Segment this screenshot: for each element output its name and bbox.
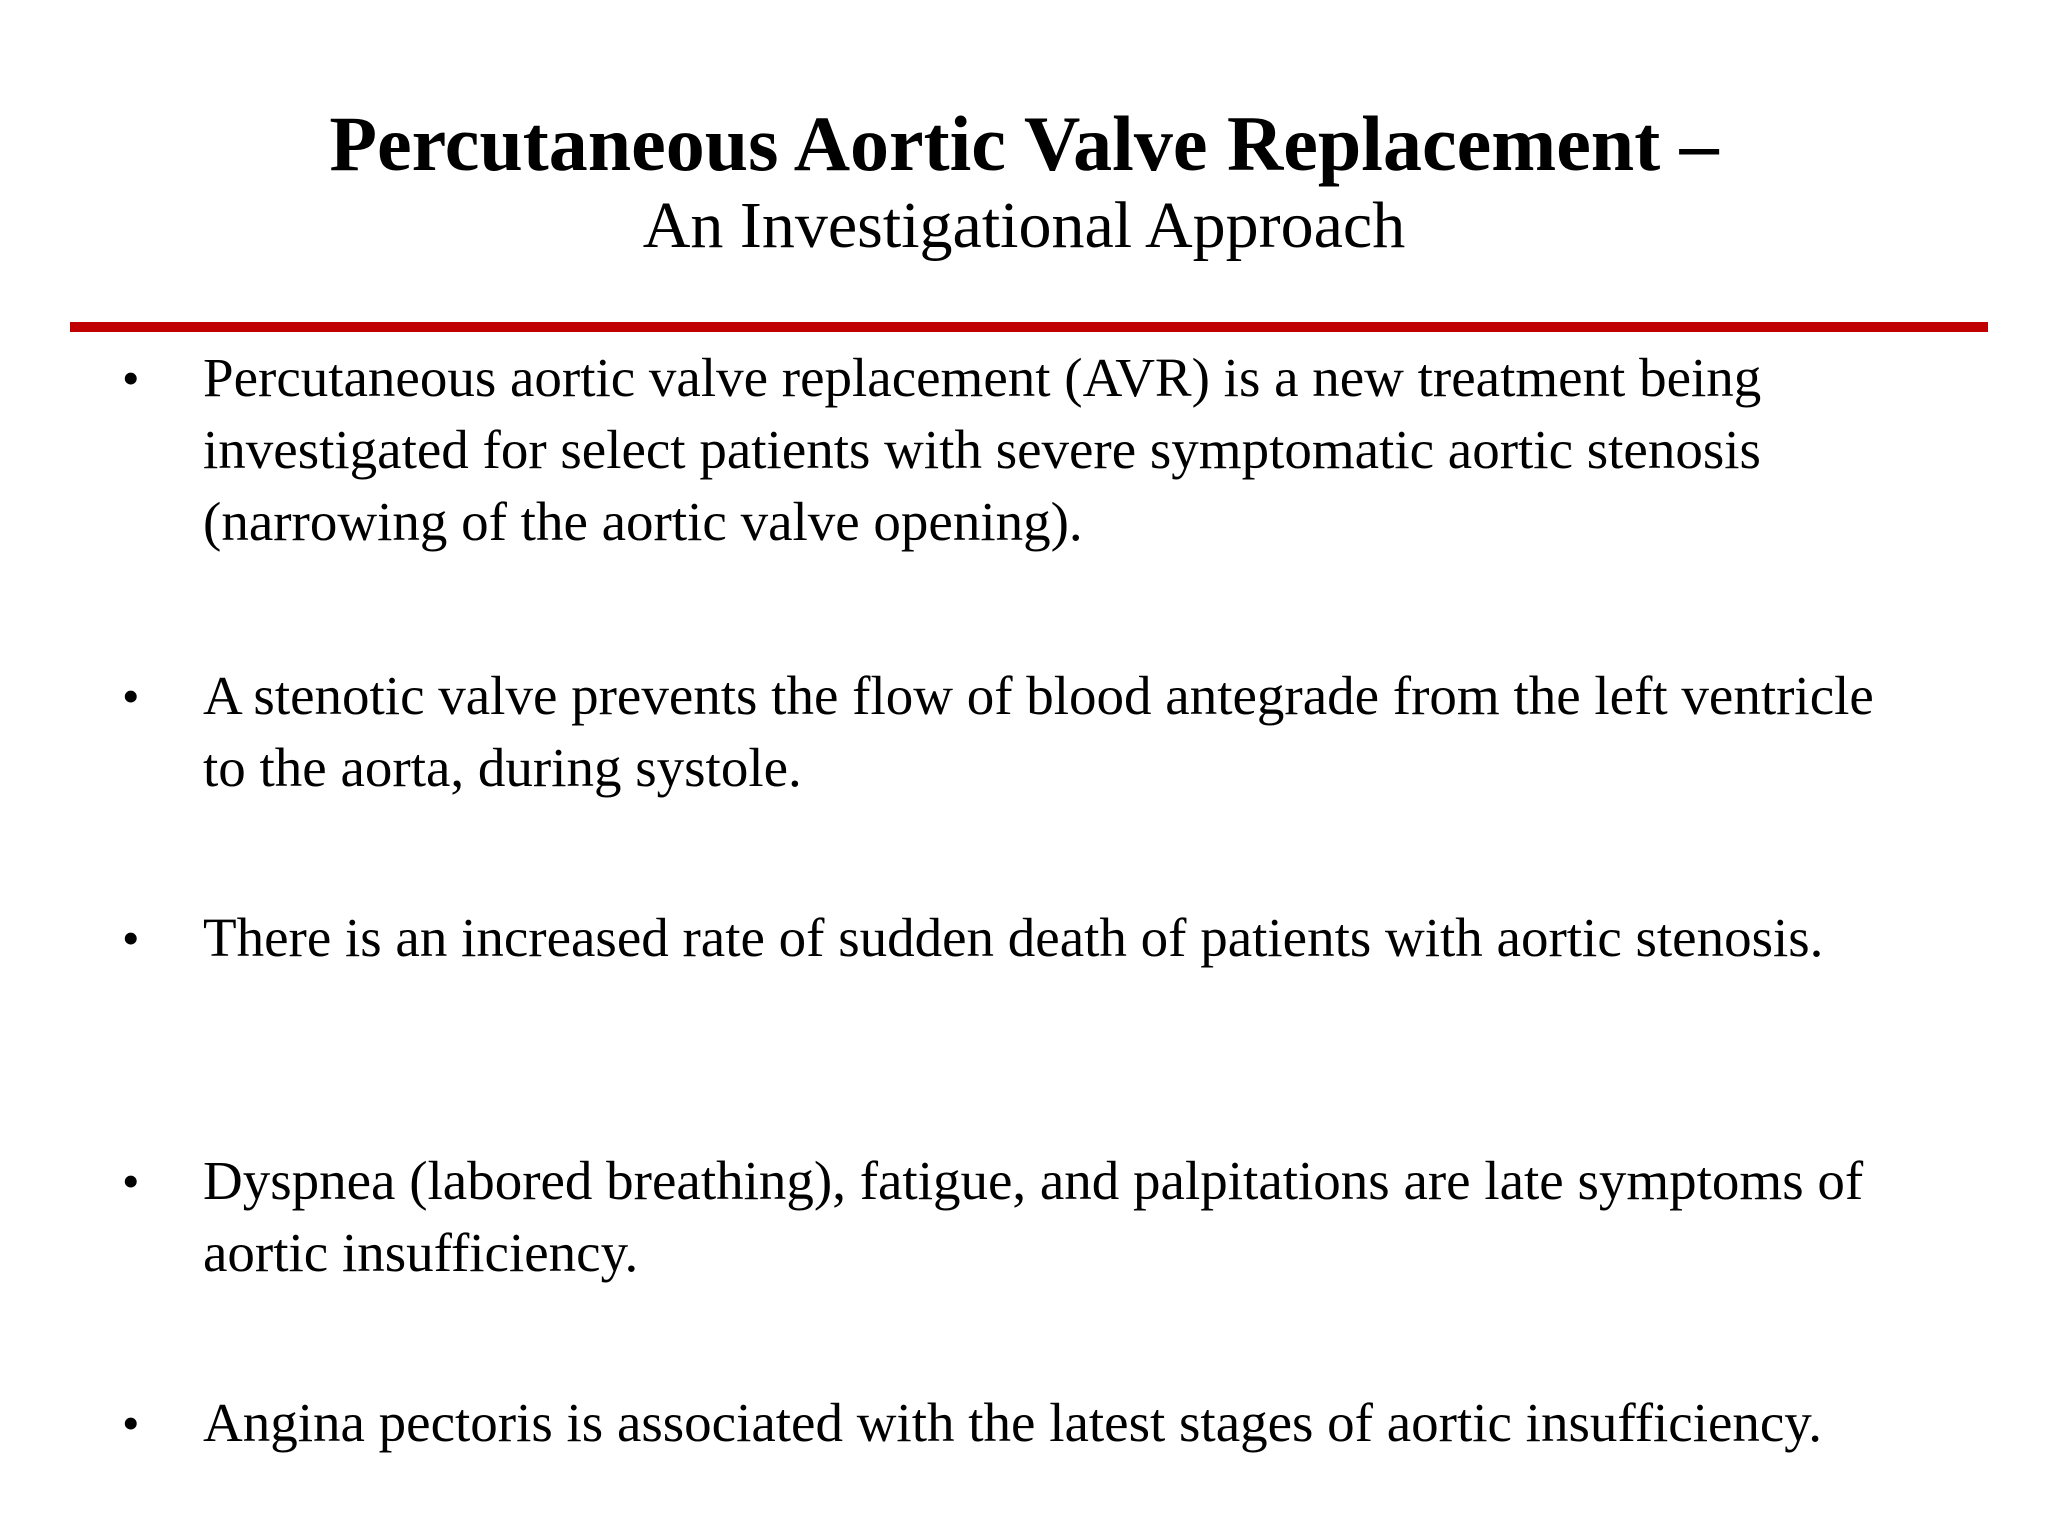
bullet-text: Angina pectoris is associated with the latest stages of aortic insufficiency.: [203, 1392, 1822, 1453]
bullet-text: Percutaneous aortic valve replacement (AVR) is a new treatment being investigated for select patients with severe symptomatic aortic stenosis (narrowing of the aortic valve opening).: [203, 347, 1762, 552]
slide-subtitle: An Investigational Approach: [642, 189, 1406, 262]
bullet-icon: •: [122, 910, 140, 966]
title-divider: [70, 322, 1988, 332]
bullet-icon: •: [122, 350, 140, 406]
bullet-icon: •: [122, 1395, 140, 1451]
title-block: [0, 100, 2048, 264]
bullet-text: There is an increased rate of sudden death of patients with aortic stenosis.: [203, 907, 1824, 968]
bullet-text: Dyspnea (labored breathing), fatigue, and palpitations are late symptoms of aortic insufficiency.: [203, 1150, 1864, 1283]
bullet-icon: •: [122, 668, 140, 724]
slide-title: Percutaneous Aortic Valve Replacement –: [329, 100, 1719, 187]
bullet-icon: •: [122, 1153, 140, 1209]
bullet-text: A stenotic valve prevents the flow of blood antegrade from the left ventricle to the aorta, during systole.: [203, 665, 1874, 798]
